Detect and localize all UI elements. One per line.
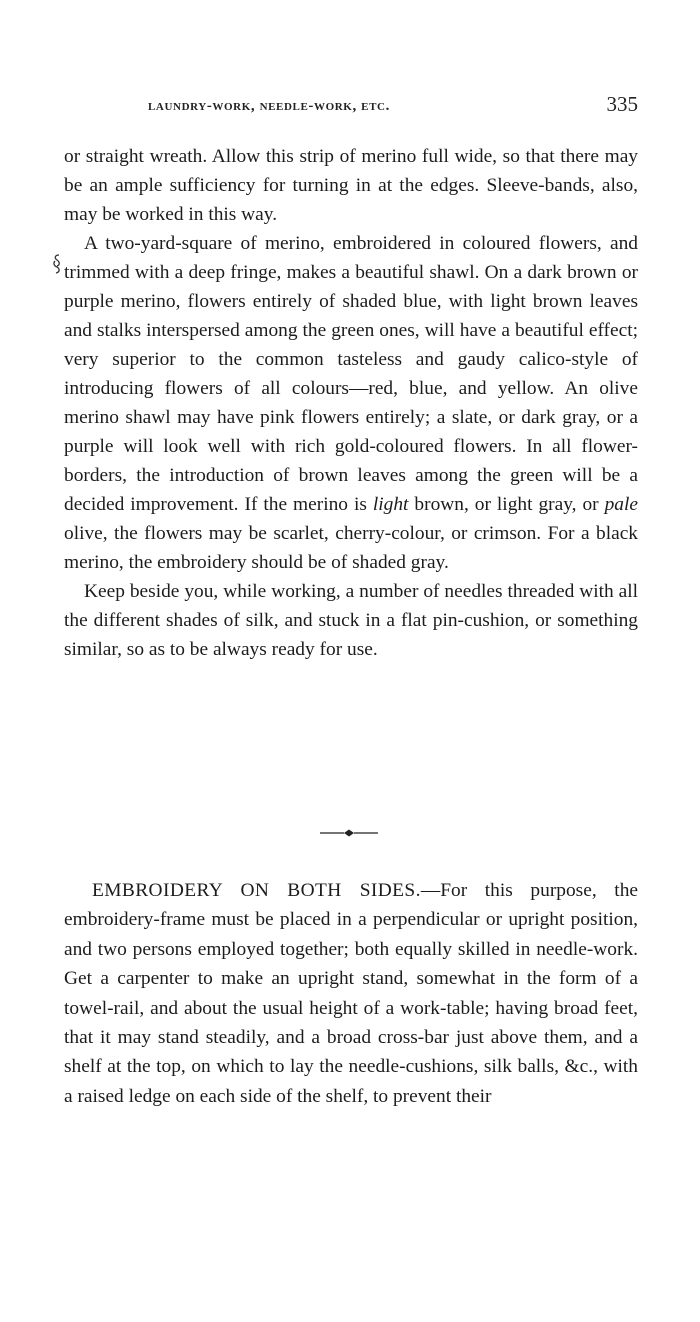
italic-light: light — [372, 494, 409, 515]
paragraph-shawl-text-1: A two-yard-square of merino, embroidered in coloured flowers, and trimmed with a deep fringe, makes a beautiful shawl. On a dark brown or purple merino, flowers entirely of shaded blue, with light brown leaves and stalks interspersed among the green ones, will have a beautiful effect; very superior to the common tasteless and gaudy calico-style of introducing flowers of all colours—red, blue, and yellow. An olive merino shawl may have pink flowers entirely; a slate, or dark gray, or a purple will look well with rich gold-coloured flowers. In all flower-borders, the introduction of brown leaves among the green will be a decided improvement. If the merino is — [64, 233, 638, 515]
paragraph-shawl — [64, 229, 638, 577]
page-number: 335 — [606, 92, 638, 116]
section-divider-ornament — [318, 826, 380, 840]
margin-section-mark-icon — [50, 252, 64, 276]
italic-pale: pale — [604, 494, 638, 515]
paragraph-continued: or straight wreath. Allow this strip of merino full wide, so that there may be an ample sufficiency for turning in at the edges. Sleeve-bands, also, may be worked in this way. — [64, 146, 638, 225]
paragraph-needles: Keep beside you, while working, a number of needles threaded with all the different shades of silk, and stuck in a flat pin-cushion, or something similar, so as to be always ready for use. — [64, 581, 638, 660]
paragraph-shawl-text-2: brown, or light gray, or — [414, 494, 599, 515]
section-heading: EMBROIDERY ON BOTH SIDES. — [92, 880, 421, 901]
body-text — [64, 142, 638, 664]
running-title: laundry-work, needle-work, etc. — [148, 98, 390, 114]
section-text: —For this purpose, the embroidery-frame must be placed in a perpendicular or upright position, and two persons employed together; both equally skilled in needle-work. Get a carpenter to make an upright stand, somewhat in the form of a towel-rail, and about the usual height of a work-table; having broad feet, that it may stand steadily, and a broad cross-bar just above them, and a shelf at the top, on which to lay the needle-cushions, silk balls, &c., with a raised ledge on each side of the shelf, to prevent their — [64, 880, 638, 1107]
section-embroidery-both-sides — [64, 876, 638, 1111]
paragraph-shawl-text-3: olive, the flowers may be scarlet, cherry-colour, or crimson. For a black merino, the embroidery should be of shaded gray. — [64, 523, 638, 573]
section-paragraph — [64, 876, 638, 1111]
running-head — [64, 92, 638, 122]
